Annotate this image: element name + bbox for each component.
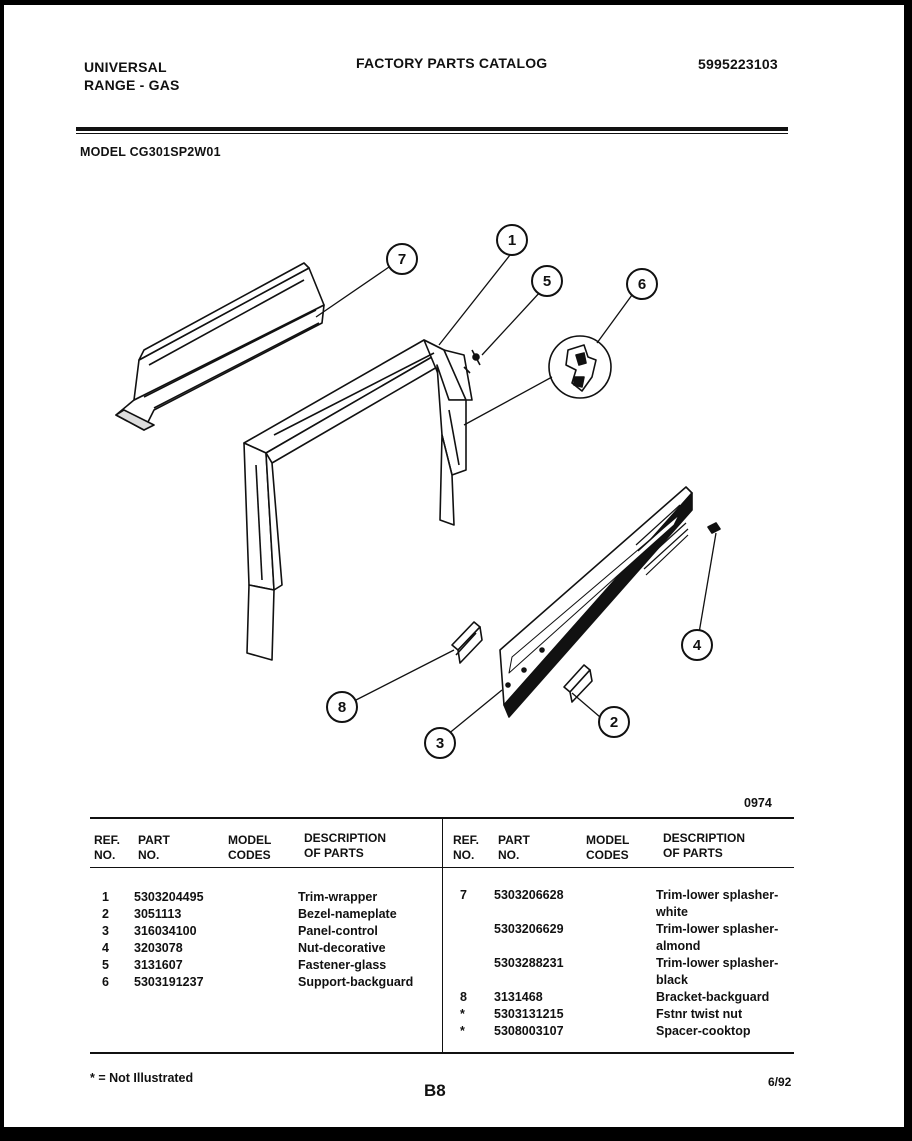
col-ref-right: REF. NO. <box>453 833 480 862</box>
callout-2: 2 <box>609 714 619 731</box>
part-no: 3203078 <box>134 941 183 955</box>
ref-no: 2 <box>102 907 109 921</box>
part-no: 5303206628 <box>494 888 564 902</box>
part-7-trim-lower-splasher <box>116 263 324 430</box>
col-part-left: PART NO. <box>138 833 170 862</box>
col-model-left: MODEL CODES <box>228 833 272 862</box>
part-4-nut <box>708 523 720 533</box>
catalog-number: 5995223103 <box>698 56 778 72</box>
part-no: 316034100 <box>134 924 197 938</box>
callout-4: 4 <box>692 637 702 654</box>
part-no: 5303204495 <box>134 890 204 904</box>
page-number: B8 <box>424 1081 446 1100</box>
callout-3: 3 <box>435 735 445 752</box>
revision-date: 6/92 <box>768 1075 792 1089</box>
part-no: 5303206629 <box>494 922 564 936</box>
part-no: 5308003107 <box>494 1024 564 1038</box>
ref-no: * <box>460 1024 465 1038</box>
part-no: 3051113 <box>134 907 182 921</box>
ref-no: 6 <box>102 975 109 989</box>
part-no: 5303131215 <box>494 1007 564 1021</box>
ref-no: 7 <box>460 888 467 902</box>
part-5-fastener <box>464 350 480 373</box>
part-description: Spacer-cooktop <box>656 1024 751 1038</box>
exploded-parts-diagram <box>4 5 904 825</box>
callout-8: 8 <box>337 699 347 716</box>
part-description: Nut-decorative <box>298 941 386 955</box>
col-model-right: MODEL CODES <box>586 833 630 862</box>
not-illustrated-note: * = Not Illustrated <box>90 1071 194 1085</box>
part-description: almond <box>656 939 701 953</box>
part-3-panel-control <box>500 487 692 717</box>
part-no: 5303288231 <box>494 956 564 970</box>
table-divider <box>442 817 443 1053</box>
ref-no: 8 <box>460 990 467 1004</box>
table-bottom-rule <box>90 1052 794 1054</box>
ref-no: 1 <box>102 890 109 904</box>
part-description: Trim-wrapper <box>298 890 378 904</box>
part-description: Trim-lower splasher- <box>656 888 779 902</box>
part-description: Panel-control <box>298 924 378 938</box>
part-no: 3131607 <box>134 958 183 972</box>
part-no: 3131468 <box>494 990 543 1004</box>
brand-line-2: RANGE - GAS <box>84 77 180 93</box>
ref-no: 4 <box>102 941 109 955</box>
part-description: black <box>656 973 688 987</box>
part-description: Support-backguard <box>298 975 414 989</box>
catalog-page <box>4 5 904 1127</box>
part-2-bezel <box>564 665 592 702</box>
part-6-support-detail <box>549 336 611 398</box>
model-label: MODEL CG301SP2W01 <box>80 145 221 159</box>
catalog-title: FACTORY PARTS CATALOG <box>356 55 548 71</box>
callout-7: 7 <box>397 251 407 268</box>
part-description: Bracket-backguard <box>656 990 770 1004</box>
part-8-bracket <box>452 622 482 663</box>
part-description: Bezel-nameplate <box>298 907 397 921</box>
part-description: Fstnr twist nut <box>656 1007 743 1021</box>
ref-no: * <box>460 1007 465 1021</box>
part-description: white <box>656 905 688 919</box>
callout-5: 5 <box>542 273 552 290</box>
part-description: Trim-lower splasher- <box>656 956 779 970</box>
col-desc-right: DESCRIPTION OF PARTS <box>663 831 746 860</box>
part-1-trim-wrapper <box>244 340 472 660</box>
col-desc-left: DESCRIPTION OF PARTS <box>304 831 387 860</box>
part-no: 5303191237 <box>134 975 204 989</box>
part-description: Trim-lower splasher- <box>656 922 779 936</box>
ref-no: 5 <box>102 958 109 972</box>
ref-no: 3 <box>102 924 109 938</box>
callout-6: 6 <box>637 276 647 293</box>
figure-code: 0974 <box>744 796 772 810</box>
brand-line-1: UNIVERSAL <box>84 59 167 75</box>
part-description: Fastener-glass <box>298 958 387 972</box>
col-part-right: PART NO. <box>498 833 530 862</box>
col-ref-left: REF. NO. <box>94 833 121 862</box>
callout-1: 1 <box>507 232 517 249</box>
